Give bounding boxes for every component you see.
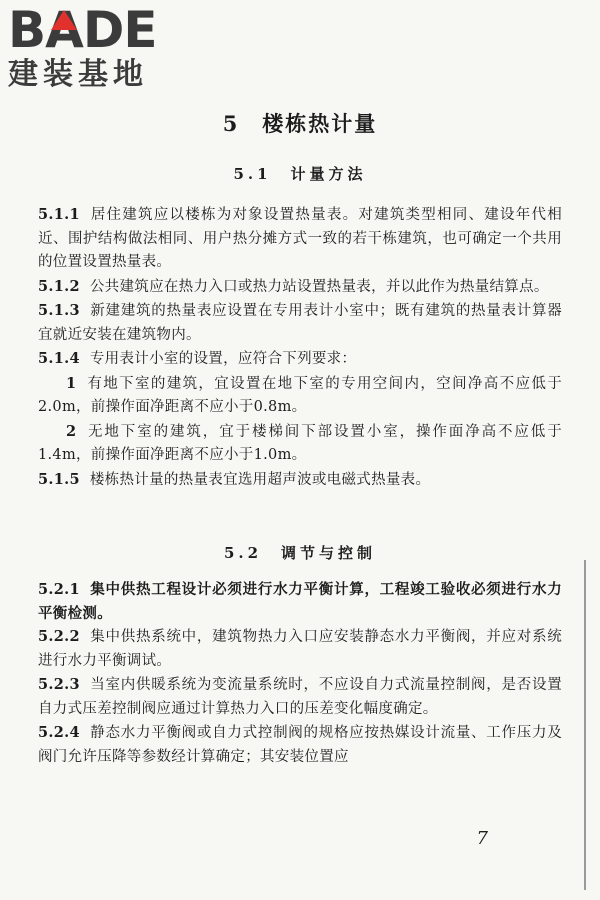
clause-text: 集中供热工程设计必须进行水力平衡计算，工程竣工验收必须进行水力平衡检测。 — [38, 581, 562, 622]
clause-number: 5.1.5 — [38, 470, 80, 488]
item-number: 2 — [66, 422, 77, 440]
clause-5-2-1 — [38, 578, 562, 625]
clause-5-2-3 — [38, 673, 562, 721]
clause-number: 5.2.3 — [38, 676, 80, 693]
section-5-2-body — [38, 578, 562, 769]
clause-5-1-1 — [38, 203, 562, 275]
section-title-5-2: 5.2 调节与控制 — [223, 544, 377, 562]
clause-5-2-4 — [38, 721, 562, 769]
logo-subtitle: 建装基地 — [8, 57, 148, 92]
clause-number: 5.1.2 — [38, 277, 80, 295]
clause-number: 5.1.1 — [38, 206, 80, 223]
clause-text: 楼栋热计量的热量表宜选用超声波或电磁式热量表。 — [89, 471, 431, 488]
clause-5-1-5 — [38, 468, 562, 493]
logo-letters-de: DE — [82, 1, 157, 59]
item-number: 1 — [66, 374, 77, 392]
chapter-title: 5 楼栋热计量 — [222, 111, 378, 136]
clause-number: 5.2.1 — [38, 581, 80, 598]
clause-text: 专用表计小室的设置，应符合下列要求： — [89, 351, 357, 367]
clause-number: 5.2.4 — [38, 724, 80, 741]
item-text: 无地下室的建筑，宜于楼梯间下部设置小室，操作面净高不应低于1.4m，前操作面净距离不应小于1.0m。 — [38, 423, 562, 463]
clause-text: 当室内供暖系统为变流量系统时，不应设自力式流量控制阀，是否设置自力式压差控制阀应通过计算热力入口的压差变化幅度确定。 — [38, 677, 562, 717]
clause-number: 5.1.4 — [38, 350, 80, 367]
page-number: 7 — [476, 828, 488, 849]
clause-number: 5.2.2 — [38, 628, 80, 645]
scan-edge-line — [584, 560, 586, 890]
section-title-5-1: 5.1 计量方法 — [233, 165, 367, 183]
list-item-1 — [38, 372, 562, 420]
clause-5-2-2 — [38, 625, 562, 673]
logo-letter-a: A — [45, 1, 83, 59]
logo-roof-mark-icon — [51, 10, 77, 30]
clause-text: 居住建筑应以楼栋为对象设置热量表。对建筑类型相同、建设年代相近、围护结构做法相同、用户热分摊方式一致的若干栋建筑，也可确定一个共用的位置设置热量表。 — [38, 207, 562, 270]
clause-5-1-4 — [38, 347, 562, 372]
logo-letter-b: B — [8, 1, 46, 59]
bade-logo — [8, 1, 157, 92]
section-5-1-body — [38, 203, 562, 492]
clause-number: 5.1.3 — [38, 302, 80, 319]
list-item-2 — [38, 420, 562, 468]
clause-text: 公共建筑应在热力入口或热力站设置热量表，并以此作为热量结算点。 — [89, 278, 549, 295]
item-text: 有地下室的建筑，宜设置在地下室的专用空间内，空间净高不应低于2.0m，前操作面净距离不应小于0.8m。 — [38, 375, 562, 415]
logo-wordmark — [8, 1, 157, 59]
clause-5-1-2 — [38, 275, 562, 300]
clause-text: 静态水力平衡阀或自力式控制阀的规格应按热媒设计流量、工作压力及阀门允许压降等参数经计算确定；其安装位置应 — [38, 725, 562, 765]
clause-text: 新建建筑的热量表应设置在专用表计小室中；既有建筑的热量表计算器宜就近安装在建筑物内。 — [38, 303, 562, 343]
clause-5-1-3 — [38, 299, 562, 347]
clause-text: 集中供热系统中，建筑物热力入口应安装静态水力平衡阀，并应对系统进行水力平衡调试。 — [38, 629, 562, 669]
